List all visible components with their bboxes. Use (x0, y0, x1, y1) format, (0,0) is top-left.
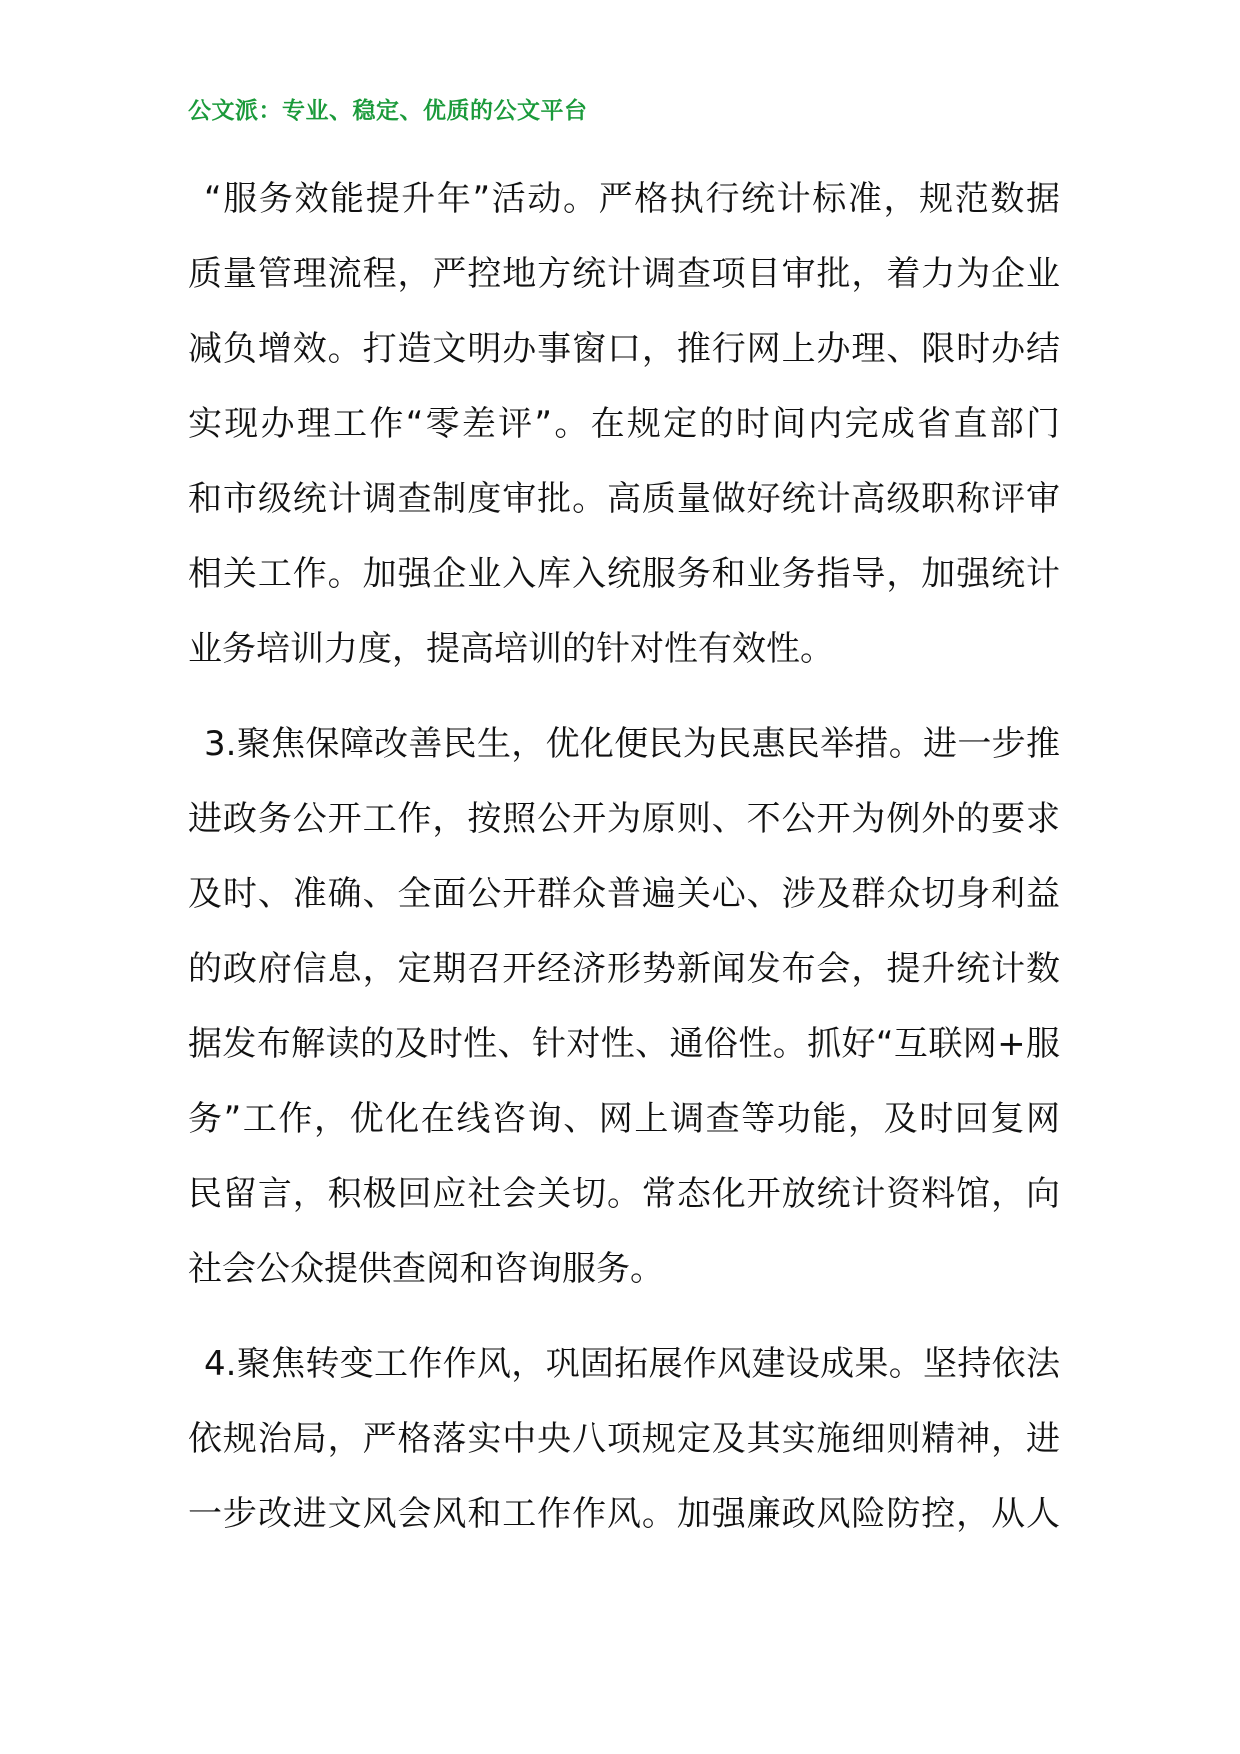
text-line: 减负增效。打造文明办事窗口，推行网上办理、限时办结 (188, 329, 1060, 369)
text-line: “服务效能提升年”活动。严格执行统计标准，规范数据 (204, 179, 1060, 219)
paragraph-service-efficiency (188, 162, 1060, 687)
text-line: 和市级统计调查制度审批。高质量做好统计高级职称评审 (188, 479, 1060, 519)
site-header-title: 公文派：专业、稳定、优质的公文平台 (188, 98, 588, 124)
text-line: 务”工作，优化在线咨询、网上调查等功能，及时回复网 (188, 1099, 1060, 1139)
text-line: 民留言，积极回应社会关切。常态化开放统计资料馆，向 (188, 1174, 1060, 1214)
text-line: 4.聚焦转变工作作风，巩固拓展作风建设成果。坚持依法 (204, 1344, 1060, 1384)
text-line: 依规治局，严格落实中央八项规定及其实施细则精神，进 (188, 1419, 1060, 1459)
paragraph-livelihood (188, 707, 1060, 1307)
paragraph-work-style (188, 1327, 1060, 1552)
text-line: 相关工作。加强企业入库入统服务和业务指导，加强统计 (188, 554, 1060, 594)
text-line: 实现办理工作“零差评”。在规定的时间内完成省直部门 (188, 404, 1060, 444)
text-line: 一步改进文风会风和工作作风。加强廉政风险防控，从人 (188, 1494, 1060, 1534)
document-body (188, 162, 1060, 1572)
text-line: 的政府信息，定期召开经济形势新闻发布会，提升统计数 (188, 949, 1060, 989)
text-line: 质量管理流程，严控地方统计调查项目审批，着力为企业 (188, 254, 1060, 294)
text-line: 进政务公开工作，按照公开为原则、不公开为例外的要求 (188, 799, 1060, 839)
text-line: 及时、准确、全面公开群众普遍关心、涉及群众切身利益 (188, 874, 1060, 914)
text-line: 社会公众提供查阅和咨询服务。 (188, 1249, 664, 1289)
text-line: 3.聚焦保障改善民生，优化便民为民惠民举措。进一步推 (204, 724, 1060, 764)
text-line: 据发布解读的及时性、针对性、通俗性。抓好“互联网+服 (188, 1024, 1060, 1064)
text-line: 业务培训力度，提高培训的针对性有效性。 (188, 629, 834, 669)
